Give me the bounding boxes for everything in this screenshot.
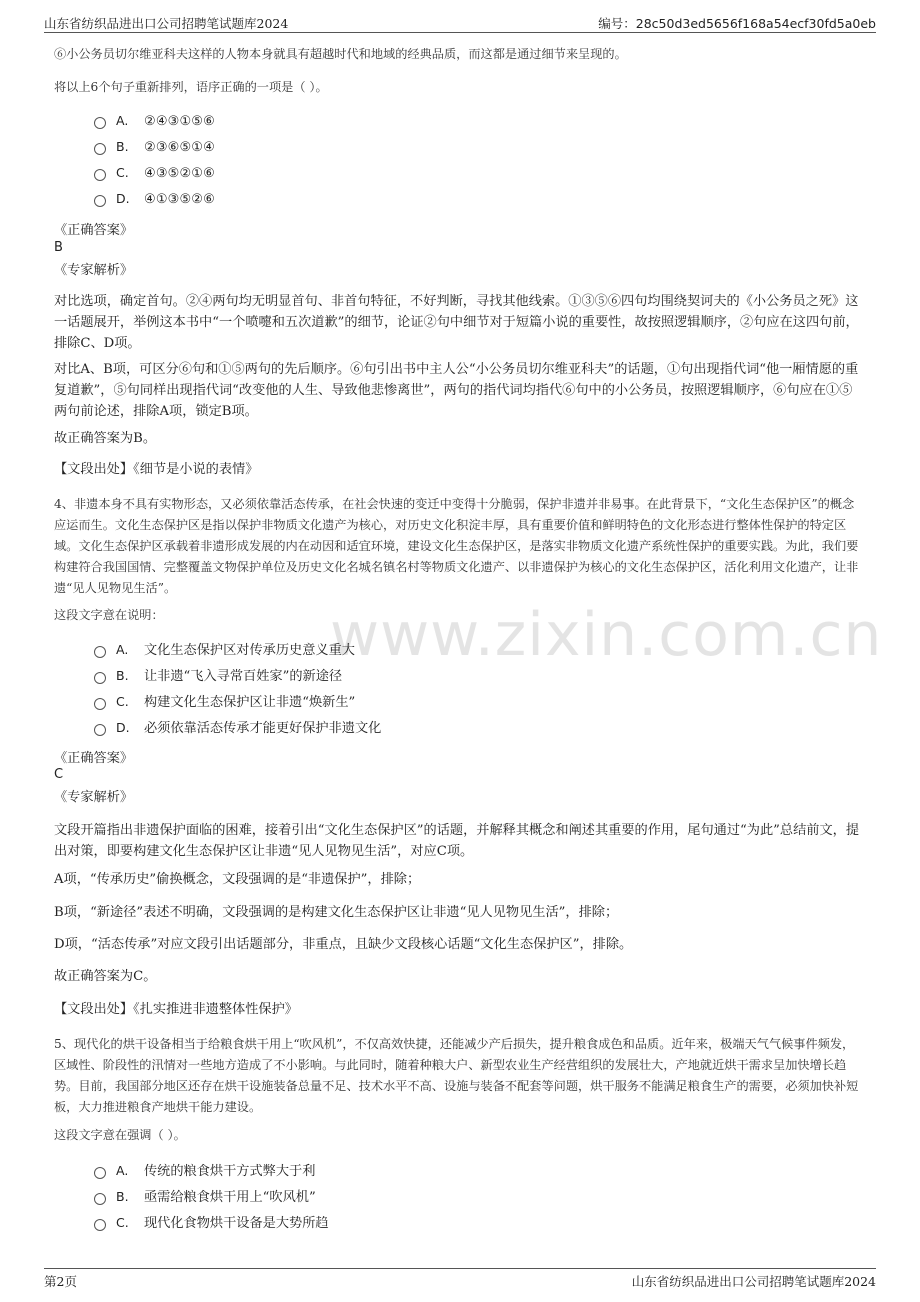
q5-option-a[interactable]: A. 传统的粮食烘干方式弊大于利	[94, 1160, 315, 1182]
radio-icon[interactable]	[94, 724, 106, 736]
radio-icon[interactable]	[94, 646, 106, 658]
q4-analysis-4: D项，“活态传承”对应文段引出话题部分，非重点，且缺少文段核心话题“文化生态保护区”，排除。	[54, 937, 633, 952]
footer-title: 山东省纺织品进出口公司招聘笔试题库2024	[631, 1274, 876, 1289]
q3-answer: B	[54, 240, 63, 255]
q4-option-c[interactable]: C. 构建文化生态保护区让非遗“焕新生”	[94, 691, 355, 713]
radio-icon[interactable]	[94, 117, 106, 129]
q3-analysis-2: 对比A、B项，可区分⑥句和①⑤两句的先后顺序。⑥句引出书中主人公“小公务员切尔维亚科夫”的话题，①句出现指代词“他一厢情愿的重复道歉”，⑤句同样出现指代词“改变他的人生、导致他悲惨离世”，两句的指代词均指代⑥句中的小公务员，按照逻辑顺序，⑥句应在①⑤两句前论述，排除A项，锁定B项。	[54, 362, 859, 419]
header-title: 山东省纺织品进出口公司招聘笔试题库2024	[44, 16, 289, 31]
q3-analysis-1: 对比选项，确定首句。②④两句均无明显首句、非首句特征，不好判断，寻找其他线索。①③⑤⑥四句均围绕契诃夫的《小公务员之死》这一话题展开，举例这本书中“一个喷嚏和五次道歉”的细节，论证②句中细节对于短篇小说的重要性，故按照逻辑顺序，②句应在这四句前，排除C、D项。	[54, 294, 859, 351]
q4-option-a[interactable]: A. 文化生态保护区对传承历史意义重大	[94, 639, 355, 661]
q4-analysis-label: 《专家解析》	[54, 790, 134, 805]
q3-analysis-3: 故正确答案为B。	[54, 431, 157, 446]
q3-option-c[interactable]: C. ④③⑤②①⑥	[94, 165, 215, 187]
radio-icon[interactable]	[94, 169, 106, 181]
radio-icon[interactable]	[94, 1193, 106, 1205]
q4-answer-label: 《正确答案》	[54, 751, 134, 766]
q5-stem: 这段文字意在强调（ ）。	[54, 1128, 186, 1142]
radio-icon[interactable]	[94, 1219, 106, 1231]
q4-analysis-5: 故正确答案为C。	[54, 969, 157, 984]
q4-source: 【文段出处】《扎实推进非遗整体性保护》	[54, 1002, 298, 1017]
q5-option-c[interactable]: C. 现代化食物烘干设备是大势所趋	[94, 1212, 329, 1234]
q5-option-b[interactable]: B. 亟需给粮食烘干用上“吹风机”	[94, 1186, 316, 1208]
page-number: 第2页	[44, 1274, 77, 1289]
page-footer	[44, 1268, 876, 1291]
radio-icon[interactable]	[94, 1167, 106, 1179]
q4-analysis-1: 文段开篇指出非遗保护面临的困难，接着引出“文化生态保护区”的话题，并解释其概念和阐述其重要的作用，尾句通过“为此”总结前文，提出对策，即要构建文化生态保护区让非遗“见人见物见生活”，对应C项。	[54, 823, 860, 859]
q3-option-b[interactable]: B. ②③⑥⑤①④	[94, 139, 215, 161]
q4-answer: C	[54, 767, 64, 782]
page-header	[44, 12, 876, 33]
q4-analysis-3: B项，“新途径”表述不明确，文段强调的是构建文化生态保护区让非遗“见人见物见生活”，排除；	[54, 905, 619, 920]
q3-option-a[interactable]: A. ②④③①⑤⑥	[94, 113, 215, 135]
q5-passage: 5、现代化的烘干设备相当于给粮食烘干用上“吹风机”，不仅高效快捷，还能减少产后损失，提升粮食成色和品质。近年来，极端天气气候事件频发，区域性、阶段性的汛情对一些地方造成了不小影响。与此同时，随着种粮大户、新型农业生产经营组织的发展壮大，产地就近烘干需求呈加快增长趋势。目前，我国部分地区还存在烘干设施装备总量不足、技术水平不高、设施与装备不配套等问题，烘干服务不能满足粮食生产的需要，必须加快补短板，大力推进粮食产地烘干能力建设。	[54, 1037, 859, 1114]
q3-answer-label: 《正确答案》	[54, 223, 134, 238]
q3-sentence-6: ⑥小公务员切尔维亚科夫这样的人物本身就具有超越时代和地域的经典品质，而这都是通过细节来呈现的。	[54, 47, 627, 61]
q4-option-b[interactable]: B. 让非遗“飞入寻常百姓家”的新途径	[94, 665, 342, 687]
q4-stem: 这段文字意在说明：	[54, 608, 164, 622]
radio-icon[interactable]	[94, 195, 106, 207]
q4-analysis-2: A项，“传承历史”偷换概念，文段强调的是“非遗保护”，排除；	[54, 872, 421, 887]
q3-analysis-label: 《专家解析》	[54, 263, 134, 278]
q4-passage: 4、非遗本身不具有实物形态，又必须依靠活态传承，在社会快速的变迁中变得十分脆弱，保护非遗并非易事。在此背景下，“文化生态保护区”的概念应运而生。文化生态保护区是指以保护非物质文化遗产为核心，对历史文化积淀丰厚，具有重要价值和鲜明特色的文化形态进行整体性保护的特定区域。文化生态保护区承载着非遗形成发展的内在动因和适宜环境，建设文化生态保护区，是落实非物质文化遗产系统性保护的重要实践。为此，我们要构建符合我国国情、完整覆盖文物保护单位及历史文化名城名镇名村等物质文化遗产、以非遗保护为核心的文化生态保护区，活化利用文化遗产，让非遗“见人见物见生活”。	[54, 497, 859, 595]
radio-icon[interactable]	[94, 698, 106, 710]
radio-icon[interactable]	[94, 143, 106, 155]
watermark: www.zixin.com.cn	[330, 600, 883, 670]
radio-icon[interactable]	[94, 672, 106, 684]
document-id: 编号：28c50d3ed5656f168a54ecf30fd5a0eb	[598, 16, 876, 31]
q3-source: 【文段出处】《细节是小说的表情》	[54, 462, 259, 477]
q4-option-d[interactable]: D. 必须依靠活态传承才能更好保护非遗文化	[94, 717, 381, 739]
q3-option-d[interactable]: D. ④①③⑤②⑥	[94, 191, 215, 213]
q3-stem: 将以上6个句子重新排列，语序正确的一项是（ ）。	[54, 80, 328, 94]
